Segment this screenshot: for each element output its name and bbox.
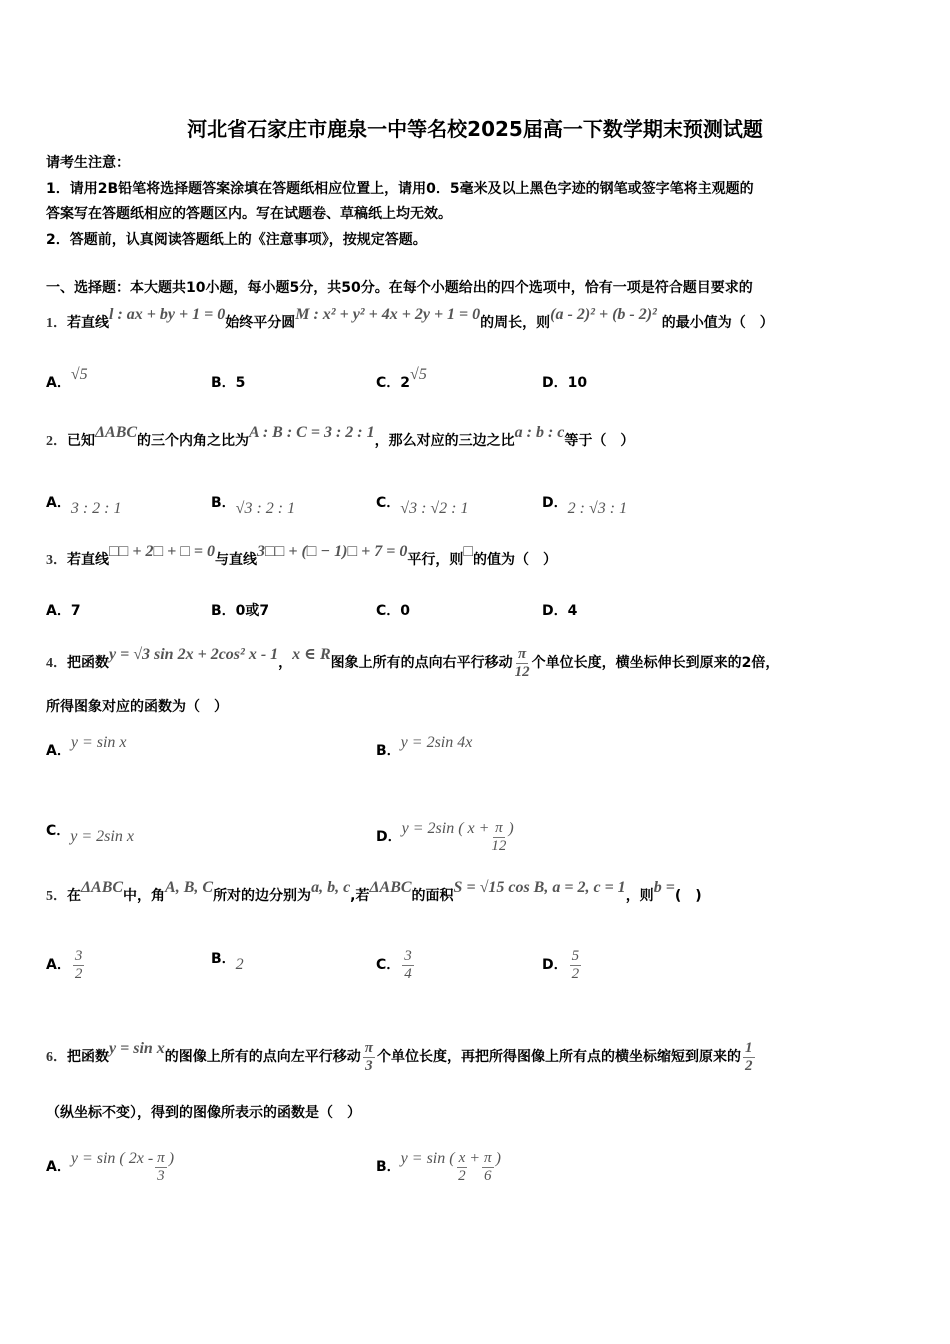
question-text: 平行，则 bbox=[407, 552, 464, 568]
question-number: 1． bbox=[46, 316, 67, 331]
question-text: 个单位长度，横坐标伸长到原来的2倍， bbox=[531, 655, 780, 671]
question-text: 在 bbox=[67, 888, 81, 904]
option-label: B． bbox=[376, 1159, 401, 1175]
option-label: B． bbox=[211, 603, 236, 619]
fraction-denominator: 3 bbox=[365, 1057, 373, 1074]
answer-option-a[interactable] bbox=[46, 948, 86, 982]
fraction-numerator: 1 bbox=[745, 1040, 753, 1056]
option-label: C． bbox=[46, 823, 71, 839]
math-expression: √3 : √2 : 1 bbox=[400, 500, 469, 517]
math-expression: 3□□ + (□ − 1)□ + 7 = 0 bbox=[257, 543, 408, 560]
math-expression: x ∈ R bbox=[292, 646, 331, 663]
option-label: C． bbox=[376, 495, 401, 511]
answer-option-c[interactable] bbox=[376, 948, 416, 982]
math-expression: y = sin ( bbox=[400, 1150, 455, 1167]
question-number: 6． bbox=[46, 1050, 67, 1065]
option-label: C． bbox=[376, 603, 401, 619]
option-value: 10 bbox=[567, 375, 588, 391]
math-expression: A, B, C bbox=[165, 879, 214, 896]
math-expression: ) bbox=[168, 1150, 175, 1167]
answer-option-d[interactable] bbox=[542, 600, 577, 620]
option-label: B． bbox=[211, 951, 236, 967]
question-text: 图象上所有的点向右平行移动 bbox=[330, 655, 513, 671]
answer-option-a[interactable] bbox=[46, 1150, 174, 1184]
option-label: A． bbox=[46, 603, 71, 619]
question-text: 的图像上所有的点向左平行移动 bbox=[164, 1049, 361, 1065]
note-line: 2．答题前，认真阅读答题纸上的《注意事项》，按规定答题。 bbox=[46, 232, 427, 248]
question-line bbox=[46, 543, 558, 569]
answer-option-d[interactable] bbox=[542, 948, 583, 982]
question-text: 若直线 bbox=[67, 315, 109, 331]
fraction-denominator: 2 bbox=[745, 1057, 753, 1074]
option-label: B． bbox=[211, 495, 236, 511]
math-expression: y = sin ( 2x - bbox=[70, 1150, 154, 1167]
question-text: 的值为（ ） bbox=[473, 552, 558, 568]
fraction-denominator: 12 bbox=[491, 837, 507, 854]
answer-option-c[interactable] bbox=[46, 820, 134, 845]
answer-option-d[interactable] bbox=[542, 492, 628, 517]
math-expression: 2 : √3 : 1 bbox=[567, 500, 628, 517]
question-text: 个单位长度，再把所得图像上所有点的横坐标缩短到原来的 bbox=[377, 1049, 741, 1065]
fraction bbox=[570, 948, 582, 982]
fraction-denominator: 4 bbox=[404, 965, 412, 982]
question-text: 的最小值为（ ） bbox=[656, 315, 774, 331]
math-expression: ΔABC bbox=[95, 424, 138, 441]
math-expression: ) bbox=[495, 1150, 501, 1167]
option-label: A． bbox=[46, 1159, 71, 1175]
math-expression: √3 : 2 : 1 bbox=[235, 500, 296, 517]
math-expression: S = √15 cos B, a = 2, c = 1 bbox=[453, 879, 626, 896]
answer-option-b[interactable] bbox=[211, 372, 245, 392]
math-expression: √5 bbox=[70, 366, 88, 383]
answer-option-a[interactable] bbox=[46, 492, 122, 517]
question-text: 始终平分圆 bbox=[225, 315, 296, 331]
math-expression: √5 bbox=[410, 366, 427, 383]
answer-option-b[interactable] bbox=[211, 948, 244, 973]
math-expression: l : ax + by + 1 = 0 bbox=[109, 306, 226, 323]
fraction-numerator: π bbox=[518, 646, 527, 662]
math-expression: A : B : C = 3 : 2 : 1 bbox=[249, 424, 375, 441]
fraction bbox=[482, 1150, 494, 1184]
answer-option-b[interactable] bbox=[211, 492, 296, 517]
option-label: C． bbox=[376, 375, 401, 391]
fraction bbox=[363, 1040, 375, 1074]
question-text: 已知 bbox=[67, 433, 95, 449]
fraction-denominator: 2 bbox=[458, 1167, 466, 1184]
question-line bbox=[46, 1040, 757, 1074]
question-text: ,若 bbox=[350, 888, 370, 904]
math-expression: a : b : c bbox=[514, 424, 565, 441]
question-number: 3． bbox=[46, 553, 67, 568]
option-label: D． bbox=[542, 957, 568, 973]
fraction bbox=[515, 646, 530, 680]
question-text: 与直线 bbox=[215, 552, 258, 568]
answer-option-d[interactable] bbox=[542, 372, 587, 392]
question-line bbox=[46, 696, 228, 716]
option-value: 7 bbox=[70, 603, 81, 619]
math-expression: y = sin x bbox=[109, 1040, 165, 1057]
answer-option-d[interactable] bbox=[376, 820, 514, 854]
math-expression: y = 2sin ( x + bbox=[401, 820, 490, 837]
option-label: C． bbox=[376, 957, 401, 973]
answer-option-c[interactable] bbox=[376, 366, 427, 392]
option-label: A． bbox=[46, 495, 71, 511]
math-expression: y = 2sin 4x bbox=[400, 734, 473, 751]
question-text: 把函数 bbox=[67, 1049, 109, 1065]
math-expression: M : x² + y² + 4x + 2y + 1 = 0 bbox=[295, 306, 481, 323]
fraction bbox=[491, 820, 506, 854]
math-expression: □□ + 2□ + □ = 0 bbox=[109, 543, 216, 560]
option-label: B． bbox=[376, 743, 401, 759]
math-expression: 2 bbox=[235, 956, 244, 973]
question-text: 所对的边分别为 bbox=[213, 888, 312, 904]
question-line bbox=[46, 1102, 361, 1122]
fraction bbox=[743, 1040, 755, 1074]
math-expression: 3 : 2 : 1 bbox=[70, 500, 122, 517]
question-text: ，那么对应的三边之比 bbox=[374, 433, 515, 449]
note-line: 1．请用2B铅笔将选择题答案涂填在答题纸相应位置上，请用0．5毫米及以上黑色字迹的钢笔或签字笔将主观题的 bbox=[46, 181, 754, 197]
section-heading: 一、选择题：本大题共10小题，每小题5分，共50分。在每个小题给出的四个选项中，恰有一项是符合题目要求的 bbox=[46, 280, 753, 296]
answer-option-a[interactable] bbox=[46, 366, 88, 392]
option-value: 0 bbox=[400, 603, 411, 619]
question-number: 2． bbox=[46, 434, 67, 449]
fraction-numerator: 3 bbox=[404, 948, 412, 964]
answer-option-b[interactable] bbox=[376, 1150, 501, 1184]
question-text: 所得图象对应的函数为（ ） bbox=[46, 699, 228, 715]
fraction-numerator: π bbox=[364, 1040, 373, 1056]
answer-option-a[interactable] bbox=[46, 734, 127, 760]
note-line: 答案写在答题纸相应的答题区内。写在试题卷、草稿纸上均无效。 bbox=[46, 206, 452, 222]
option-label: A． bbox=[46, 375, 71, 391]
math-expression: b = bbox=[653, 879, 675, 896]
fraction-numerator: π bbox=[157, 1150, 165, 1166]
question-number: 5． bbox=[46, 889, 67, 904]
math-expression: y = √3 sin 2x + 2cos² x - 1 bbox=[109, 646, 279, 663]
question-line bbox=[46, 879, 702, 905]
option-value: 2 bbox=[400, 375, 411, 391]
question-text: 等于（ ） bbox=[564, 433, 635, 449]
math-expression: y = sin x bbox=[70, 734, 127, 751]
math-expression: a, b, c bbox=[311, 879, 351, 896]
page-title: 河北省石家庄市鹿泉一中等名校2025届高一下数学期末预测试题 bbox=[187, 117, 763, 141]
notes-heading: 请考生注意： bbox=[46, 155, 130, 171]
fraction-numerator: 5 bbox=[571, 948, 580, 964]
question-text: ，则 bbox=[625, 888, 654, 904]
fraction bbox=[73, 948, 85, 982]
fraction-denominator: 6 bbox=[484, 1167, 492, 1184]
question-text: 若直线 bbox=[67, 552, 109, 568]
fraction-numerator: π bbox=[484, 1150, 492, 1166]
option-label: D． bbox=[542, 375, 568, 391]
option-label: A． bbox=[46, 743, 71, 759]
option-value: 0或7 bbox=[235, 603, 270, 619]
answer-option-b[interactable] bbox=[376, 734, 473, 760]
answer-option-b[interactable] bbox=[211, 600, 269, 620]
fraction-denominator: 2 bbox=[571, 965, 580, 982]
question-number: 4． bbox=[46, 656, 67, 671]
option-label: D． bbox=[376, 829, 402, 845]
answer-option-a[interactable] bbox=[46, 600, 81, 620]
math-expression: □ bbox=[463, 543, 474, 560]
question-text: ， bbox=[278, 655, 293, 671]
math-expression: + bbox=[469, 1150, 481, 1167]
fraction bbox=[402, 948, 414, 982]
question-text: 的三个内角之比为 bbox=[137, 433, 250, 449]
question-line bbox=[46, 306, 774, 332]
fraction bbox=[457, 1150, 468, 1184]
option-value: 5 bbox=[235, 375, 246, 391]
fraction-numerator: x bbox=[458, 1150, 466, 1166]
math-expression: y = 2sin x bbox=[70, 828, 134, 845]
question-line bbox=[46, 424, 635, 450]
question-text: ( ) bbox=[674, 888, 702, 904]
question-text: 的周长，则 bbox=[480, 315, 551, 331]
option-label: B． bbox=[211, 375, 236, 391]
fraction-denominator: 3 bbox=[157, 1167, 165, 1184]
math-expression: ) bbox=[508, 820, 514, 837]
question-text: 中，角 bbox=[123, 888, 166, 904]
fraction-numerator: 3 bbox=[74, 948, 83, 964]
fraction-denominator: 12 bbox=[514, 663, 530, 680]
fraction-denominator: 2 bbox=[74, 965, 83, 982]
math-expression: (a - 2)² + (b - 2)² bbox=[550, 306, 657, 323]
math-expression: ΔABC bbox=[81, 879, 124, 896]
math-expression: ΔABC bbox=[369, 879, 412, 896]
question-text: 的面积 bbox=[411, 888, 454, 904]
answer-option-c[interactable] bbox=[376, 492, 469, 517]
question-text: 把函数 bbox=[67, 655, 109, 671]
answer-option-c[interactable] bbox=[376, 600, 410, 620]
question-line bbox=[46, 646, 779, 680]
option-label: D． bbox=[542, 603, 568, 619]
option-value: 4 bbox=[567, 603, 578, 619]
option-label: A． bbox=[46, 957, 71, 973]
fraction-numerator: π bbox=[495, 820, 503, 836]
fraction bbox=[155, 1150, 167, 1184]
option-label: D． bbox=[542, 495, 568, 511]
question-text: （纵坐标不变），得到的图像所表示的函数是（ ） bbox=[46, 1105, 361, 1121]
